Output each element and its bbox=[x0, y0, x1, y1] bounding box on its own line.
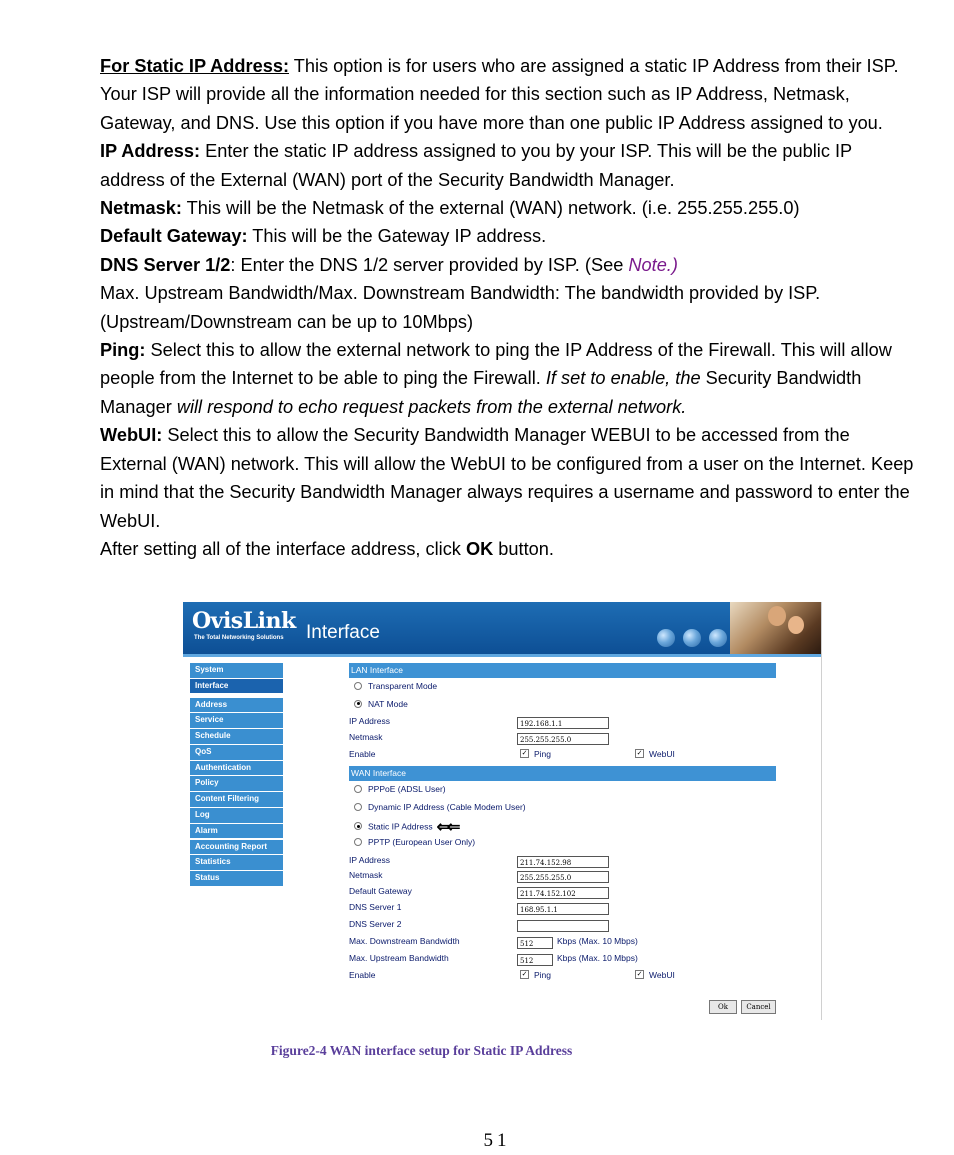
wan-downstream-unit: Kbps (Max. 10 Mbps) bbox=[557, 936, 638, 946]
wan-interface-header: WAN Interface bbox=[349, 766, 776, 781]
wan-pppoe-row[interactable] bbox=[354, 784, 446, 794]
sidebar-menu bbox=[190, 663, 283, 887]
ip-address-label: IP Address: bbox=[100, 141, 201, 162]
lan-ip-label: IP Address bbox=[349, 716, 390, 726]
banner-photo bbox=[730, 602, 821, 654]
wan-dynamic-label: Dynamic IP Address (Cable Modem User) bbox=[368, 802, 526, 812]
photo-person bbox=[788, 616, 804, 634]
globe-icon bbox=[683, 629, 701, 647]
menu-item-log[interactable]: Log bbox=[190, 808, 283, 823]
ping-italic-1: If set to enable, the bbox=[545, 368, 701, 389]
lan-webui-checkbox[interactable]: ✓ bbox=[636, 750, 643, 758]
ping-text: Select this to allow the external network to ping the IP Address of the Firewall. This will allow people from the Internet to be able to ping the Firewall. bbox=[100, 340, 892, 389]
wan-pppoe-label: PPPoE (ADSL User) bbox=[368, 784, 446, 794]
radio-nat[interactable] bbox=[354, 700, 362, 708]
wan-ip-input[interactable]: 211.74.152.98 bbox=[517, 856, 609, 868]
page-number: 51 bbox=[483, 1130, 511, 1151]
banner bbox=[183, 602, 821, 654]
wan-upstream-unit: Kbps (Max. 10 Mbps) bbox=[557, 953, 638, 963]
lan-nat-label: NAT Mode bbox=[368, 699, 408, 709]
static-ip-paragraph bbox=[100, 52, 915, 137]
wan-dns1-label: DNS Server 1 bbox=[349, 902, 402, 912]
wan-webui-checkbox[interactable]: ✓ bbox=[636, 971, 643, 979]
menu-item-alarm[interactable]: Alarm bbox=[190, 824, 283, 839]
wan-netmask-label: Netmask bbox=[349, 870, 383, 880]
wan-dns2-label: DNS Server 2 bbox=[349, 919, 402, 929]
wan-dns1-input[interactable]: 168.95.1.1 bbox=[517, 903, 609, 915]
webui-paragraph bbox=[100, 421, 915, 535]
menu-item-content-filtering[interactable]: Content Filtering bbox=[190, 792, 283, 807]
menu-item-address[interactable]: Address bbox=[190, 698, 283, 713]
figure-caption: Figure2-4 WAN interface setup for Static IP Address bbox=[270, 1043, 573, 1058]
gateway-text: This will be the Gateway IP address. bbox=[247, 226, 547, 247]
lan-enable-label: Enable bbox=[349, 749, 376, 759]
menu-item-qos[interactable]: QoS bbox=[190, 745, 283, 760]
wan-ip-label: IP Address bbox=[349, 855, 390, 865]
menu-item-policy[interactable]: Policy bbox=[190, 776, 283, 791]
netmask-paragraph bbox=[100, 194, 915, 222]
ovislink-logo: OvisLink bbox=[192, 608, 296, 634]
gateway-label: Default Gateway: bbox=[100, 226, 248, 247]
after-ok: OK bbox=[465, 538, 494, 559]
ip-address-text: Enter the static IP address assigned to you by your ISP. This will be the public IP address of the External (WAN) port of the Security Bandwidth Manager. bbox=[100, 141, 852, 190]
lan-netmask-label: Netmask bbox=[349, 732, 383, 742]
static-ip-heading: For Static IP Address: bbox=[100, 56, 289, 76]
logo-tagline: The Total Networking Solutions bbox=[194, 635, 284, 641]
webui-text: Select this to allow the Security Bandwidth Manager WEBUI to be accessed from the External (WAN) network. This will allow the WebUI to be configured from a user on the Internet. Keep in mind that the Security Bandwidth Manager always requires a username and password to enter the WebUI. bbox=[100, 425, 914, 531]
ok-button[interactable]: Ok bbox=[709, 1000, 737, 1014]
lan-nat-row[interactable] bbox=[354, 699, 408, 709]
after-text: After setting all of the interface address, click bbox=[100, 538, 466, 559]
menu-item-service[interactable]: Service bbox=[190, 713, 283, 728]
lan-ping-checkbox[interactable]: ✓ bbox=[521, 750, 528, 758]
dns-note-link[interactable]: Note.) bbox=[628, 254, 678, 275]
lan-transparent-row[interactable] bbox=[354, 681, 437, 691]
menu-item-statistics[interactable]: Statistics bbox=[190, 855, 283, 870]
wan-ping-label: Ping bbox=[534, 970, 552, 980]
wan-upstream-input[interactable]: 512 bbox=[517, 954, 553, 966]
ping-italic-2: will respond to echo request packets from the external network. bbox=[176, 396, 687, 417]
menu-item-system[interactable]: System bbox=[190, 663, 283, 678]
lan-interface-header: LAN Interface bbox=[349, 663, 776, 678]
radio-dynamic[interactable] bbox=[354, 803, 362, 811]
ping-label: Ping: bbox=[100, 340, 146, 361]
lan-transparent-label: Transparent Mode bbox=[368, 681, 438, 691]
menu-item-accounting-report[interactable]: Accounting Report bbox=[190, 840, 283, 855]
dns-text: : Enter the DNS 1/2 server provided by ISP. (See bbox=[230, 254, 629, 275]
menu-item-authentication[interactable]: Authentication bbox=[190, 761, 283, 776]
bandwidth-paragraph: Max. Upstream Bandwidth/Max. Downstream Bandwidth: The bandwidth provided by ISP. (Upstream/Downstream can be up to 10Mbps) bbox=[100, 283, 821, 332]
after-end: button. bbox=[493, 538, 554, 559]
wan-pptp-row[interactable] bbox=[354, 837, 475, 847]
double-left-arrow-icon: ⇐⇐ bbox=[436, 819, 458, 836]
wan-dynamic-row[interactable] bbox=[354, 802, 526, 812]
netmask-label: Netmask: bbox=[100, 198, 182, 219]
wan-static-label: Static IP Address bbox=[368, 821, 433, 832]
ping-text-2: Security Bandwidth Manager bbox=[100, 368, 862, 417]
after-paragraph bbox=[100, 535, 915, 563]
wan-downstream-input[interactable]: 512 bbox=[517, 937, 553, 949]
menu-item-schedule[interactable]: Schedule bbox=[190, 729, 283, 744]
lan-webui-row[interactable] bbox=[635, 749, 675, 759]
netmask-text: This will be the Netmask of the external (WAN) network. (i.e. 255.255.255.0) bbox=[181, 198, 800, 219]
ip-address-paragraph bbox=[100, 137, 915, 194]
wan-enable-label: Enable bbox=[349, 970, 376, 980]
radio-transparent[interactable] bbox=[354, 682, 362, 690]
wan-upstream-label: Max. Upstream Bandwidth bbox=[349, 953, 449, 963]
static-ip-text: This option is for users who are assigned a static IP Address from their ISP. Your ISP will provide all the information needed for this section such as IP Address, Netmask, Gateway, and DNS. Use this option if you have more than one public IP Address assigned to you. bbox=[100, 56, 899, 133]
dns-label: DNS Server 1/2 bbox=[100, 254, 231, 275]
lan-ping-label: Ping bbox=[534, 749, 552, 759]
webui-label: WebUI: bbox=[100, 425, 163, 446]
wan-pptp-label: PPTP (European User Only) bbox=[368, 837, 476, 847]
lan-ping-row[interactable] bbox=[520, 749, 551, 759]
globe-icon bbox=[709, 629, 727, 647]
banner-divider bbox=[183, 654, 821, 657]
ping-paragraph bbox=[100, 336, 915, 421]
lan-ip-input[interactable]: 192.168.1.1 bbox=[517, 717, 609, 729]
radio-pppoe[interactable] bbox=[354, 785, 362, 793]
wan-ping-checkbox[interactable]: ✓ bbox=[521, 971, 528, 979]
lan-netmask-input[interactable]: 255.255.255.0 bbox=[517, 733, 609, 745]
wan-webui-row[interactable] bbox=[635, 970, 675, 980]
wan-ping-row[interactable] bbox=[520, 970, 551, 980]
radio-pptp[interactable] bbox=[354, 838, 362, 846]
wan-dns2-input[interactable] bbox=[517, 920, 609, 932]
globe-icon bbox=[657, 629, 675, 647]
wan-gateway-label: Default Gateway bbox=[349, 886, 412, 896]
radio-static[interactable] bbox=[354, 822, 362, 830]
wan-downstream-label: Max. Downstream Bandwidth bbox=[349, 936, 460, 946]
wan-webui-label: WebUI bbox=[649, 970, 675, 980]
wan-netmask-input[interactable]: 255.255.255.0 bbox=[517, 871, 609, 883]
wan-static-row[interactable] bbox=[354, 817, 457, 837]
menu-item-interface[interactable]: Interface bbox=[190, 679, 283, 694]
gateway-paragraph bbox=[100, 222, 915, 250]
photo-person bbox=[768, 606, 786, 626]
lan-webui-label: WebUI bbox=[649, 749, 675, 759]
cancel-button[interactable]: Cancel bbox=[741, 1000, 776, 1014]
wan-gateway-input[interactable]: 211.74.152.102 bbox=[517, 887, 609, 899]
document-body bbox=[100, 52, 915, 563]
page-title: Interface bbox=[306, 622, 380, 643]
dns-paragraph bbox=[100, 251, 915, 279]
interface-screenshot bbox=[183, 602, 822, 1020]
menu-item-status[interactable]: Status bbox=[190, 871, 283, 886]
